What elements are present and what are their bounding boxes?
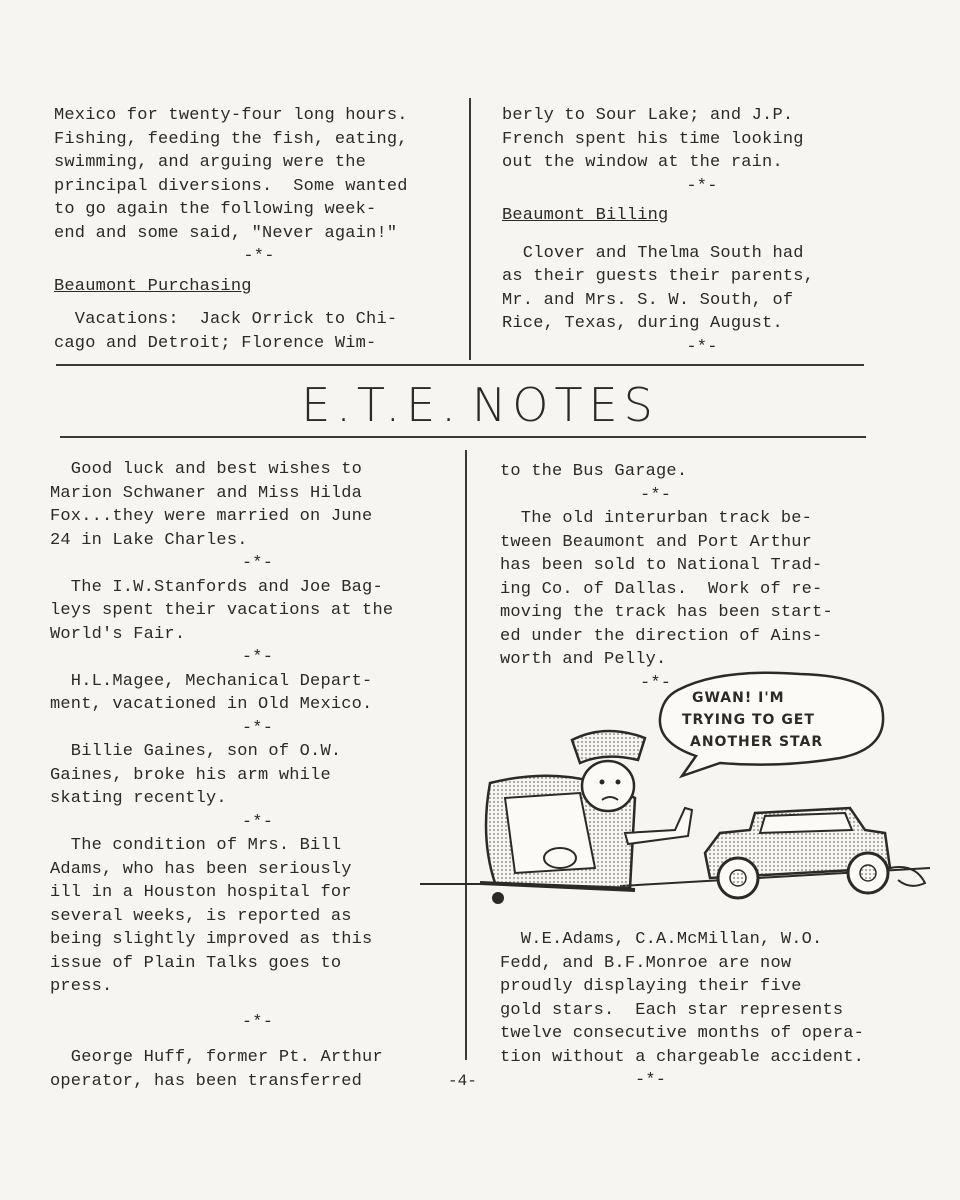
text-line: to go again the following week- — [54, 200, 377, 219]
separator: -*- — [243, 247, 275, 266]
text-line: moving the track has been start- — [500, 603, 833, 622]
text-line: several weeks, is reported as — [50, 906, 352, 926]
text-line: Gaines, broke his arm while — [50, 765, 331, 785]
text-line: Vacations: Jack Orrick to Chi- — [54, 310, 398, 329]
cartoon-illustration — [420, 668, 940, 928]
text-line: being slightly improved as this — [50, 930, 373, 949]
banner-notes: NOTES — [471, 378, 659, 432]
top-right-column — [502, 104, 902, 359]
text-line: press. — [50, 977, 113, 996]
text-line: Rice, Texas, during August. — [502, 314, 783, 333]
text-line: worth and Pelly. — [500, 650, 667, 669]
bubble-line-3: ANOTHER STAR — [690, 734, 824, 750]
separator: -*- — [640, 673, 672, 693]
separator: -*- — [241, 812, 274, 832]
text-line: tion without a chargeable accident. — [500, 1047, 865, 1067]
text-line: W.E.Adams, C.A.McMillan, W.O. — [500, 930, 823, 949]
text-line: gold stars. Each star represents — [500, 1000, 844, 1020]
car-figure — [705, 808, 925, 898]
text-line: berly to Sour Lake; and J.P. — [502, 106, 794, 125]
text-line: The old interurban track be- — [500, 509, 813, 528]
separator: -*- — [241, 648, 274, 667]
bubble-line-1: GWAN! I'M — [692, 690, 785, 706]
separator: -*- — [635, 1071, 667, 1090]
text-line: ed under the direction of Ains- — [500, 626, 823, 646]
section-heading-purchasing: Beaumont Purchasing — [54, 276, 252, 296]
text-line: The condition of Mrs. Bill — [50, 836, 342, 855]
text-line: The I.W.Stanfords and Joe Bag- — [50, 577, 383, 597]
page-number: -4- — [448, 1072, 477, 1090]
text-line: George Huff, former Pt. Arthur — [50, 1048, 383, 1067]
text-line: issue of Plain Talks goes to — [50, 953, 342, 973]
text-line: operator, has been transferred — [50, 1071, 363, 1091]
text-line: Mexico for twenty-four long hours. — [54, 106, 408, 125]
separator: -*- — [686, 176, 718, 196]
separator: -*- — [241, 718, 274, 738]
text-line: ment, vacationed in Old Mexico. — [50, 695, 373, 714]
top-left-column — [54, 104, 454, 355]
text-line: Good luck and best wishes to — [50, 460, 363, 479]
separator: -*- — [241, 554, 274, 573]
text-line: ill in a Houston hospital for — [50, 883, 352, 902]
text-line: tween Beaumont and Port Arthur — [500, 532, 813, 552]
text-line: skating recently. — [50, 789, 227, 808]
text-line: Mr. and Mrs. S. W. South, of — [502, 290, 794, 310]
text-line: Fishing, feeding the fish, eating, — [54, 129, 408, 149]
text-line: World's Fair. — [50, 624, 186, 644]
text-line: principal diversions. Some wanted — [54, 176, 408, 196]
text-line: Fox...they were married on June — [50, 507, 373, 526]
ete-notes-banner — [0, 378, 960, 436]
text-line: out the window at the rain. — [502, 153, 783, 172]
text-line: cago and Detroit; Florence Wim- — [54, 333, 377, 353]
text-line: twelve consecutive months of opera- — [500, 1024, 865, 1043]
text-line: Adams, who has been seriously — [50, 859, 352, 879]
separator: -*- — [241, 1012, 274, 1032]
text-line: French spent his time looking — [502, 129, 804, 149]
text-line: H.L.Magee, Mechanical Depart- — [50, 671, 373, 691]
text-line: Billie Gaines, son of O.W. — [50, 742, 342, 761]
bottom-right-column-lower — [500, 928, 920, 1093]
text-line: 24 in Lake Charles. — [50, 530, 248, 550]
banner-ete: E.T.E. — [301, 378, 462, 432]
bottom-right-column-upper — [500, 460, 910, 695]
text-line: as their guests their parents, — [502, 267, 815, 286]
text-line: Fedd, and B.F.Monroe are now — [500, 953, 792, 973]
text-line: has been sold to National Trad- — [500, 556, 823, 575]
bubble-line-2: TRYING TO GET — [682, 712, 815, 728]
separator: -*- — [640, 485, 672, 505]
text-line: ing Co. of Dallas. Work of re- — [500, 579, 823, 599]
rule-below-banner — [60, 436, 866, 438]
bottom-left-column — [50, 458, 455, 1093]
text-line: to the Bus Garage. — [500, 462, 688, 481]
column-divider-top — [469, 98, 471, 360]
bus-driver-figure — [480, 731, 692, 904]
speech-bubble — [660, 673, 883, 776]
text-line: Clover and Thelma South had — [502, 243, 804, 263]
text-line: swimming, and arguing were the — [54, 153, 367, 172]
text-line: end and some said, "Never again!" — [54, 223, 398, 243]
section-heading-billing: Beaumont Billing — [502, 206, 669, 225]
text-line: proudly displaying their five — [500, 977, 802, 996]
text-line: leys spent their vacations at the — [50, 601, 394, 620]
separator: -*- — [686, 337, 718, 357]
rule-above-banner — [56, 364, 864, 366]
text-line: Marion Schwaner and Miss Hilda — [50, 483, 363, 503]
